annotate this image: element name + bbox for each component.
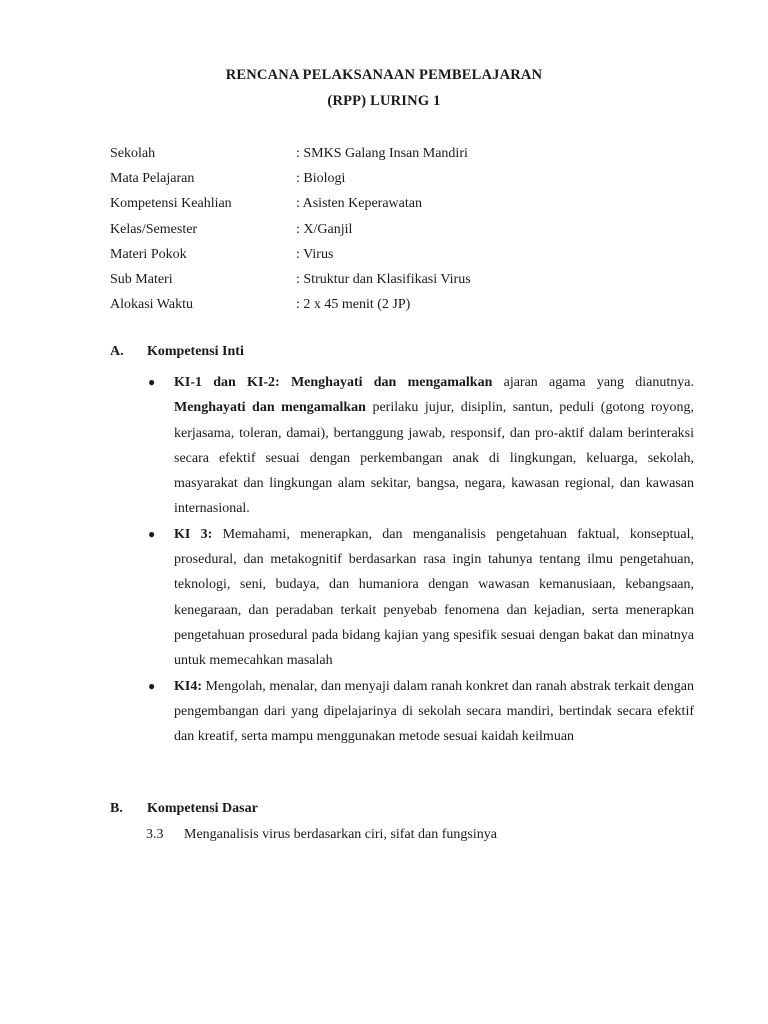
bold-text: KI4: [174, 678, 202, 694]
document-subtitle: (RPP) LURING 1 [327, 93, 441, 109]
section-title: Kompetensi Dasar [147, 801, 258, 816]
info-label: Alokasi Waktu [110, 297, 193, 313]
kd-number: 3.3 [146, 827, 164, 842]
info-label: Materi Pokok [110, 246, 187, 262]
kompetensi-inti-list [148, 370, 694, 749]
info-value: : X/Ganjil [296, 221, 353, 237]
info-label: Kelas/Semester [110, 221, 198, 237]
info-row-kelas-semester [110, 219, 670, 244]
list-item-text [174, 674, 694, 750]
info-row-sub-materi [110, 269, 670, 294]
list-item-ki-3 [148, 522, 694, 674]
plain-text: Mengolah, menalar, dan menyaji dalam ranah konkret dan ranah abstrak terkait dengan pengembangan dari yang dipelajarinya di sekolah secara mandiri, bertindak secara efektif dan kreatif, serta mampu menggunakan metode sesuai kaidah keilmuan [174, 678, 694, 745]
list-item-ki-4 [148, 674, 694, 750]
info-row-alokasi-waktu [110, 294, 670, 319]
plain-text: ajaran agama yang dianutnya. [492, 375, 694, 390]
section-marker: B. [110, 801, 123, 816]
info-value: : Struktur dan Klasifikasi Virus [296, 271, 471, 287]
list-item-ki-1-2 [148, 370, 694, 522]
info-row-mata-pelajaran [110, 168, 670, 193]
section-heading-kompetensi-dasar [110, 801, 258, 817]
bold-text: KI-1 dan KI-2: Menghayati dan mengamalkan [174, 375, 493, 390]
plain-text: Memahami, menerapkan, dan menganalisis pengetahuan faktual, konseptual, prosedural, dan metakognitif berdasarkan rasa ingin tahunya tentang ilmu pengetahuan, teknologi, seni, budaya, dan humaniora dengan wawasan kemanusiaan, kebangsaan, kenegaraan, dan peradaban terkait penyebab fenomena dan kejadian, serta menerapkan pengetahuan prosedural pada bidang kajian yang spesifik sesuai dengan bakat dan minatnya untuk memecahkan masalah [174, 526, 694, 669]
info-label: Sub Materi [110, 271, 173, 287]
section-marker: A. [110, 344, 124, 359]
bold-text: KI 3: [174, 526, 213, 542]
info-label: Kompetensi Keahlian [110, 196, 232, 212]
kompetensi-dasar-item [146, 827, 497, 843]
info-value: : 2 x 45 menit (2 JP) [296, 297, 411, 313]
info-value: : Virus [296, 246, 334, 262]
info-value: : Asisten Keperawatan [296, 196, 422, 212]
info-value: : Biologi [296, 171, 346, 187]
kd-text: Menganalisis virus berdasarkan ciri, sifat dan fungsinya [184, 827, 497, 842]
list-item-text [174, 370, 694, 522]
bold-text: Menghayati dan mengamalkan [174, 400, 366, 416]
identity-table [110, 143, 670, 319]
info-row-materi-pokok [110, 244, 670, 269]
plain-text: perilaku jujur, disiplin, santun, peduli (gotong royong, kerjasama, toleran, damai), bertanggung jawab, responsif, dan pro-aktif dalam berinteraksi secara efektif sesuai dengan perkembangan anak di lingkungan, keluarga, sekolah, masyarakat dan lingkungan alam sekitar, bangsa, negara, kawasan regional, dan kawasan internasional. [174, 400, 695, 517]
section-title: Kompetensi Inti [147, 344, 244, 359]
info-label: Sekolah [110, 146, 156, 161]
list-item-text [174, 522, 694, 674]
info-row-sekolah [110, 143, 670, 168]
section-heading-kompetensi-inti [110, 344, 244, 360]
bullet-icon: ● [148, 526, 156, 541]
bullet-icon: ● [148, 375, 156, 389]
info-value: : SMKS Galang Insan Mandiri [296, 146, 468, 161]
info-row-kompetensi-keahlian [110, 193, 670, 218]
info-label: Mata Pelajaran [110, 171, 195, 187]
document-title: RENCANA PELAKSANAAN PEMBELAJARAN [225, 67, 543, 83]
bullet-icon: ● [148, 678, 156, 693]
